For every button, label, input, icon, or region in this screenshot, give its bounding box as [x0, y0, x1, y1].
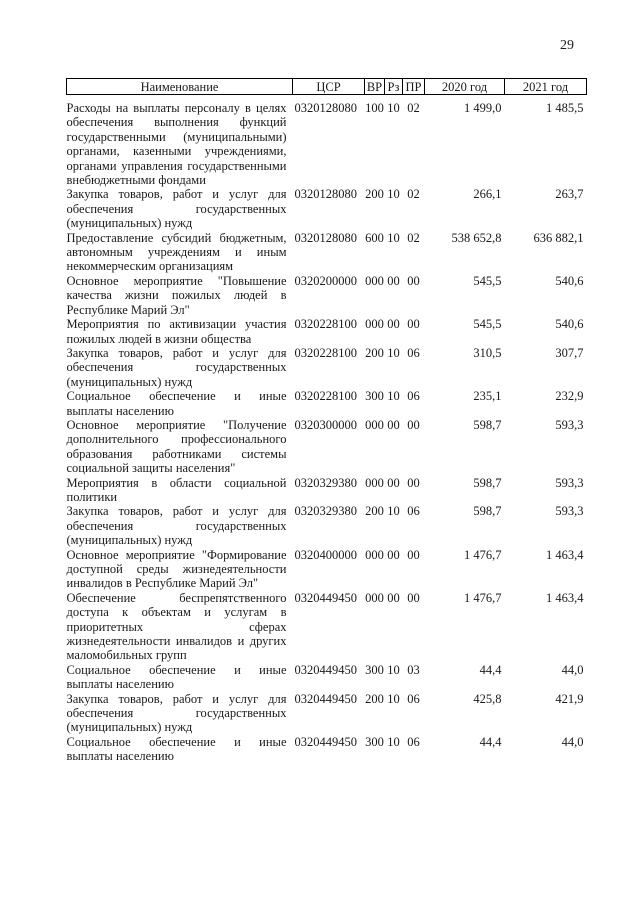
row-csr: 0320449450	[294, 590, 357, 605]
page-number: 29	[560, 38, 574, 53]
row-name: Закупка товаров, работ и услуг для обеспечения государственных (муниципальных) нужд	[66, 504, 287, 548]
row-pr: 00	[407, 273, 420, 288]
row-value-2021: 636 882,1	[533, 230, 584, 245]
row-name: Закупка товаров, работ и услуг для обеспечения государственных (муниципальных) нужд	[66, 187, 287, 231]
row-vr: 000	[365, 417, 384, 432]
row-value-2021: 44,0	[561, 662, 584, 677]
row-rz: 10	[387, 345, 400, 360]
row-csr: 0320449450	[294, 691, 357, 706]
row-csr: 0320449450	[294, 662, 357, 677]
row-vr: 000	[365, 273, 384, 288]
row-rz: 00	[387, 317, 400, 332]
row-value-2020: 598,7	[473, 504, 502, 519]
header-csr: ЦСР	[293, 79, 365, 95]
row-pr: 02	[407, 187, 420, 202]
row-csr: 0320300000	[294, 417, 357, 432]
row-name: Основное мероприятие "Повышение качества жизни пожилых людей в Республике Марий Эл"	[66, 273, 287, 317]
table-row	[67, 476, 587, 505]
header-2020: 2020 год	[425, 79, 505, 95]
header-name: Наименование	[67, 79, 293, 95]
row-vr: 000	[365, 547, 384, 562]
row-pr: 06	[407, 504, 420, 519]
row-name: Закупка товаров, работ и услуг для обеспечения государственных (муниципальных) нужд	[66, 345, 287, 389]
row-value-2021: 1 463,4	[546, 590, 584, 605]
row-rz: 00	[387, 417, 400, 432]
row-value-2020: 310,5	[473, 345, 502, 360]
table-row	[67, 317, 587, 346]
budget-table	[66, 78, 587, 764]
table-row	[67, 663, 587, 692]
row-vr: 000	[365, 475, 384, 490]
row-rz: 00	[387, 273, 400, 288]
row-rz: 10	[387, 187, 400, 202]
row-rz: 10	[387, 101, 400, 115]
row-pr: 03	[407, 662, 420, 677]
header-rz: Рз	[385, 79, 403, 95]
row-value-2021: 593,3	[555, 504, 584, 519]
header-pr: ПР	[403, 79, 425, 95]
row-value-2021: 1 463,4	[546, 547, 584, 562]
row-vr: 300	[365, 662, 384, 677]
row-value-2021: 44,0	[561, 734, 584, 749]
row-rz: 10	[387, 504, 400, 519]
row-name: Социальное обеспечение и иные выплаты населению	[66, 389, 287, 418]
table-row	[67, 548, 587, 591]
row-value-2020: 545,5	[473, 317, 502, 332]
row-pr: 00	[407, 317, 420, 332]
table-row	[67, 735, 587, 764]
row-value-2021: 540,6	[555, 317, 584, 332]
row-value-2020: 1 499,0	[464, 101, 502, 115]
row-csr: 0320228100	[294, 345, 357, 360]
row-value-2020: 266,1	[473, 187, 502, 202]
row-value-2021: 421,9	[555, 691, 584, 706]
row-csr: 0320128080	[294, 187, 357, 202]
row-pr: 00	[407, 590, 420, 605]
row-value-2021: 593,3	[555, 417, 584, 432]
row-rz: 10	[387, 389, 400, 404]
row-value-2021: 263,7	[555, 187, 584, 202]
row-value-2020: 44,4	[479, 662, 502, 677]
row-vr: 200	[365, 345, 384, 360]
row-value-2021: 593,3	[555, 475, 584, 490]
row-value-2020: 538 652,8	[451, 230, 502, 245]
row-name: Мероприятия по активизации участия пожилых людей в жизни общества	[66, 317, 287, 346]
row-value-2020: 425,8	[473, 691, 502, 706]
row-rz: 10	[387, 691, 400, 706]
row-name: Предоставление субсидий бюджетным, автономным учреждениям и иным некоммерческим организациям	[66, 230, 287, 274]
row-rz: 10	[387, 230, 400, 245]
table-header-row	[67, 79, 587, 95]
table-row	[67, 418, 587, 476]
row-value-2020: 1 476,7	[464, 590, 502, 605]
row-csr: 0320329380	[294, 504, 357, 519]
row-vr: 000	[365, 590, 384, 605]
row-vr: 300	[365, 389, 384, 404]
row-pr: 00	[407, 417, 420, 432]
table-row	[67, 231, 587, 274]
table-row	[67, 389, 587, 418]
row-value-2021: 1 485,5	[546, 101, 584, 115]
table-row	[67, 346, 587, 389]
row-csr: 0320200000	[294, 273, 357, 288]
table-row	[67, 692, 587, 735]
row-pr: 06	[407, 389, 420, 404]
row-pr: 06	[407, 345, 420, 360]
row-csr: 0320449450	[294, 734, 357, 749]
row-value-2020: 598,7	[473, 475, 502, 490]
row-csr: 0320400000	[294, 547, 357, 562]
row-rz: 00	[387, 547, 400, 562]
row-vr: 000	[365, 317, 384, 332]
row-value-2020: 545,5	[473, 273, 502, 288]
row-vr: 200	[365, 691, 384, 706]
row-pr: 06	[407, 734, 420, 749]
row-csr: 0320228100	[294, 389, 357, 404]
row-name: Основное мероприятие "Формирование доступной среды жизнедеятельности инвалидов в Республике Марий Эл"	[66, 547, 287, 591]
table-row	[67, 187, 587, 230]
table-row	[67, 504, 587, 547]
row-vr: 200	[365, 187, 384, 202]
row-value-2020: 1 476,7	[464, 547, 502, 562]
row-value-2020: 44,4	[479, 734, 502, 749]
row-vr: 100	[365, 101, 384, 115]
header-2021: 2021 год	[505, 79, 587, 95]
row-rz: 10	[387, 662, 400, 677]
row-pr: 00	[407, 547, 420, 562]
table-body	[67, 95, 587, 764]
row-pr: 00	[407, 475, 420, 490]
header-vr: ВР	[365, 79, 385, 95]
row-value-2021: 540,6	[555, 273, 584, 288]
row-pr: 06	[407, 691, 420, 706]
row-rz: 10	[387, 734, 400, 749]
row-csr: 0320128080	[294, 101, 357, 115]
row-value-2020: 598,7	[473, 417, 502, 432]
row-pr: 02	[407, 230, 420, 245]
row-vr: 600	[365, 230, 384, 245]
row-csr: 0320228100	[294, 317, 357, 332]
row-value-2021: 307,7	[555, 345, 584, 360]
row-rz: 00	[387, 590, 400, 605]
row-pr: 02	[407, 101, 420, 115]
row-csr: 0320329380	[294, 475, 357, 490]
row-name: Обеспечение беспрепятственного доступа к объектам и услугам в приоритетных сферах жизнедеятельности инвалидов и других маломобильных групп	[66, 590, 287, 663]
table-row	[67, 274, 587, 317]
row-name: Основное мероприятие "Получение дополнительного профессионального образования работниками системы социальной защиты населения"	[66, 417, 287, 476]
row-name: Закупка товаров, работ и услуг для обеспечения государственных (муниципальных) нужд	[66, 691, 287, 735]
row-name: Мероприятия в области социальной политики	[66, 475, 287, 504]
row-name: Социальное обеспечение и иные выплаты населению	[66, 734, 287, 764]
row-rz: 00	[387, 475, 400, 490]
table-row	[67, 591, 587, 663]
row-value-2020: 235,1	[473, 389, 502, 404]
row-name: Социальное обеспечение и иные выплаты населению	[66, 662, 287, 692]
row-vr: 300	[365, 734, 384, 749]
row-name: Расходы на выплаты персоналу в целях обеспечения выполнения функций государственными (муниципальными) органами, казенными учреждениями, органами управления государственными внебюджетными фондами	[66, 101, 287, 188]
row-vr: 200	[365, 504, 384, 519]
row-value-2021: 232,9	[555, 389, 584, 404]
table-row	[67, 95, 587, 188]
row-csr: 0320128080	[294, 230, 357, 245]
